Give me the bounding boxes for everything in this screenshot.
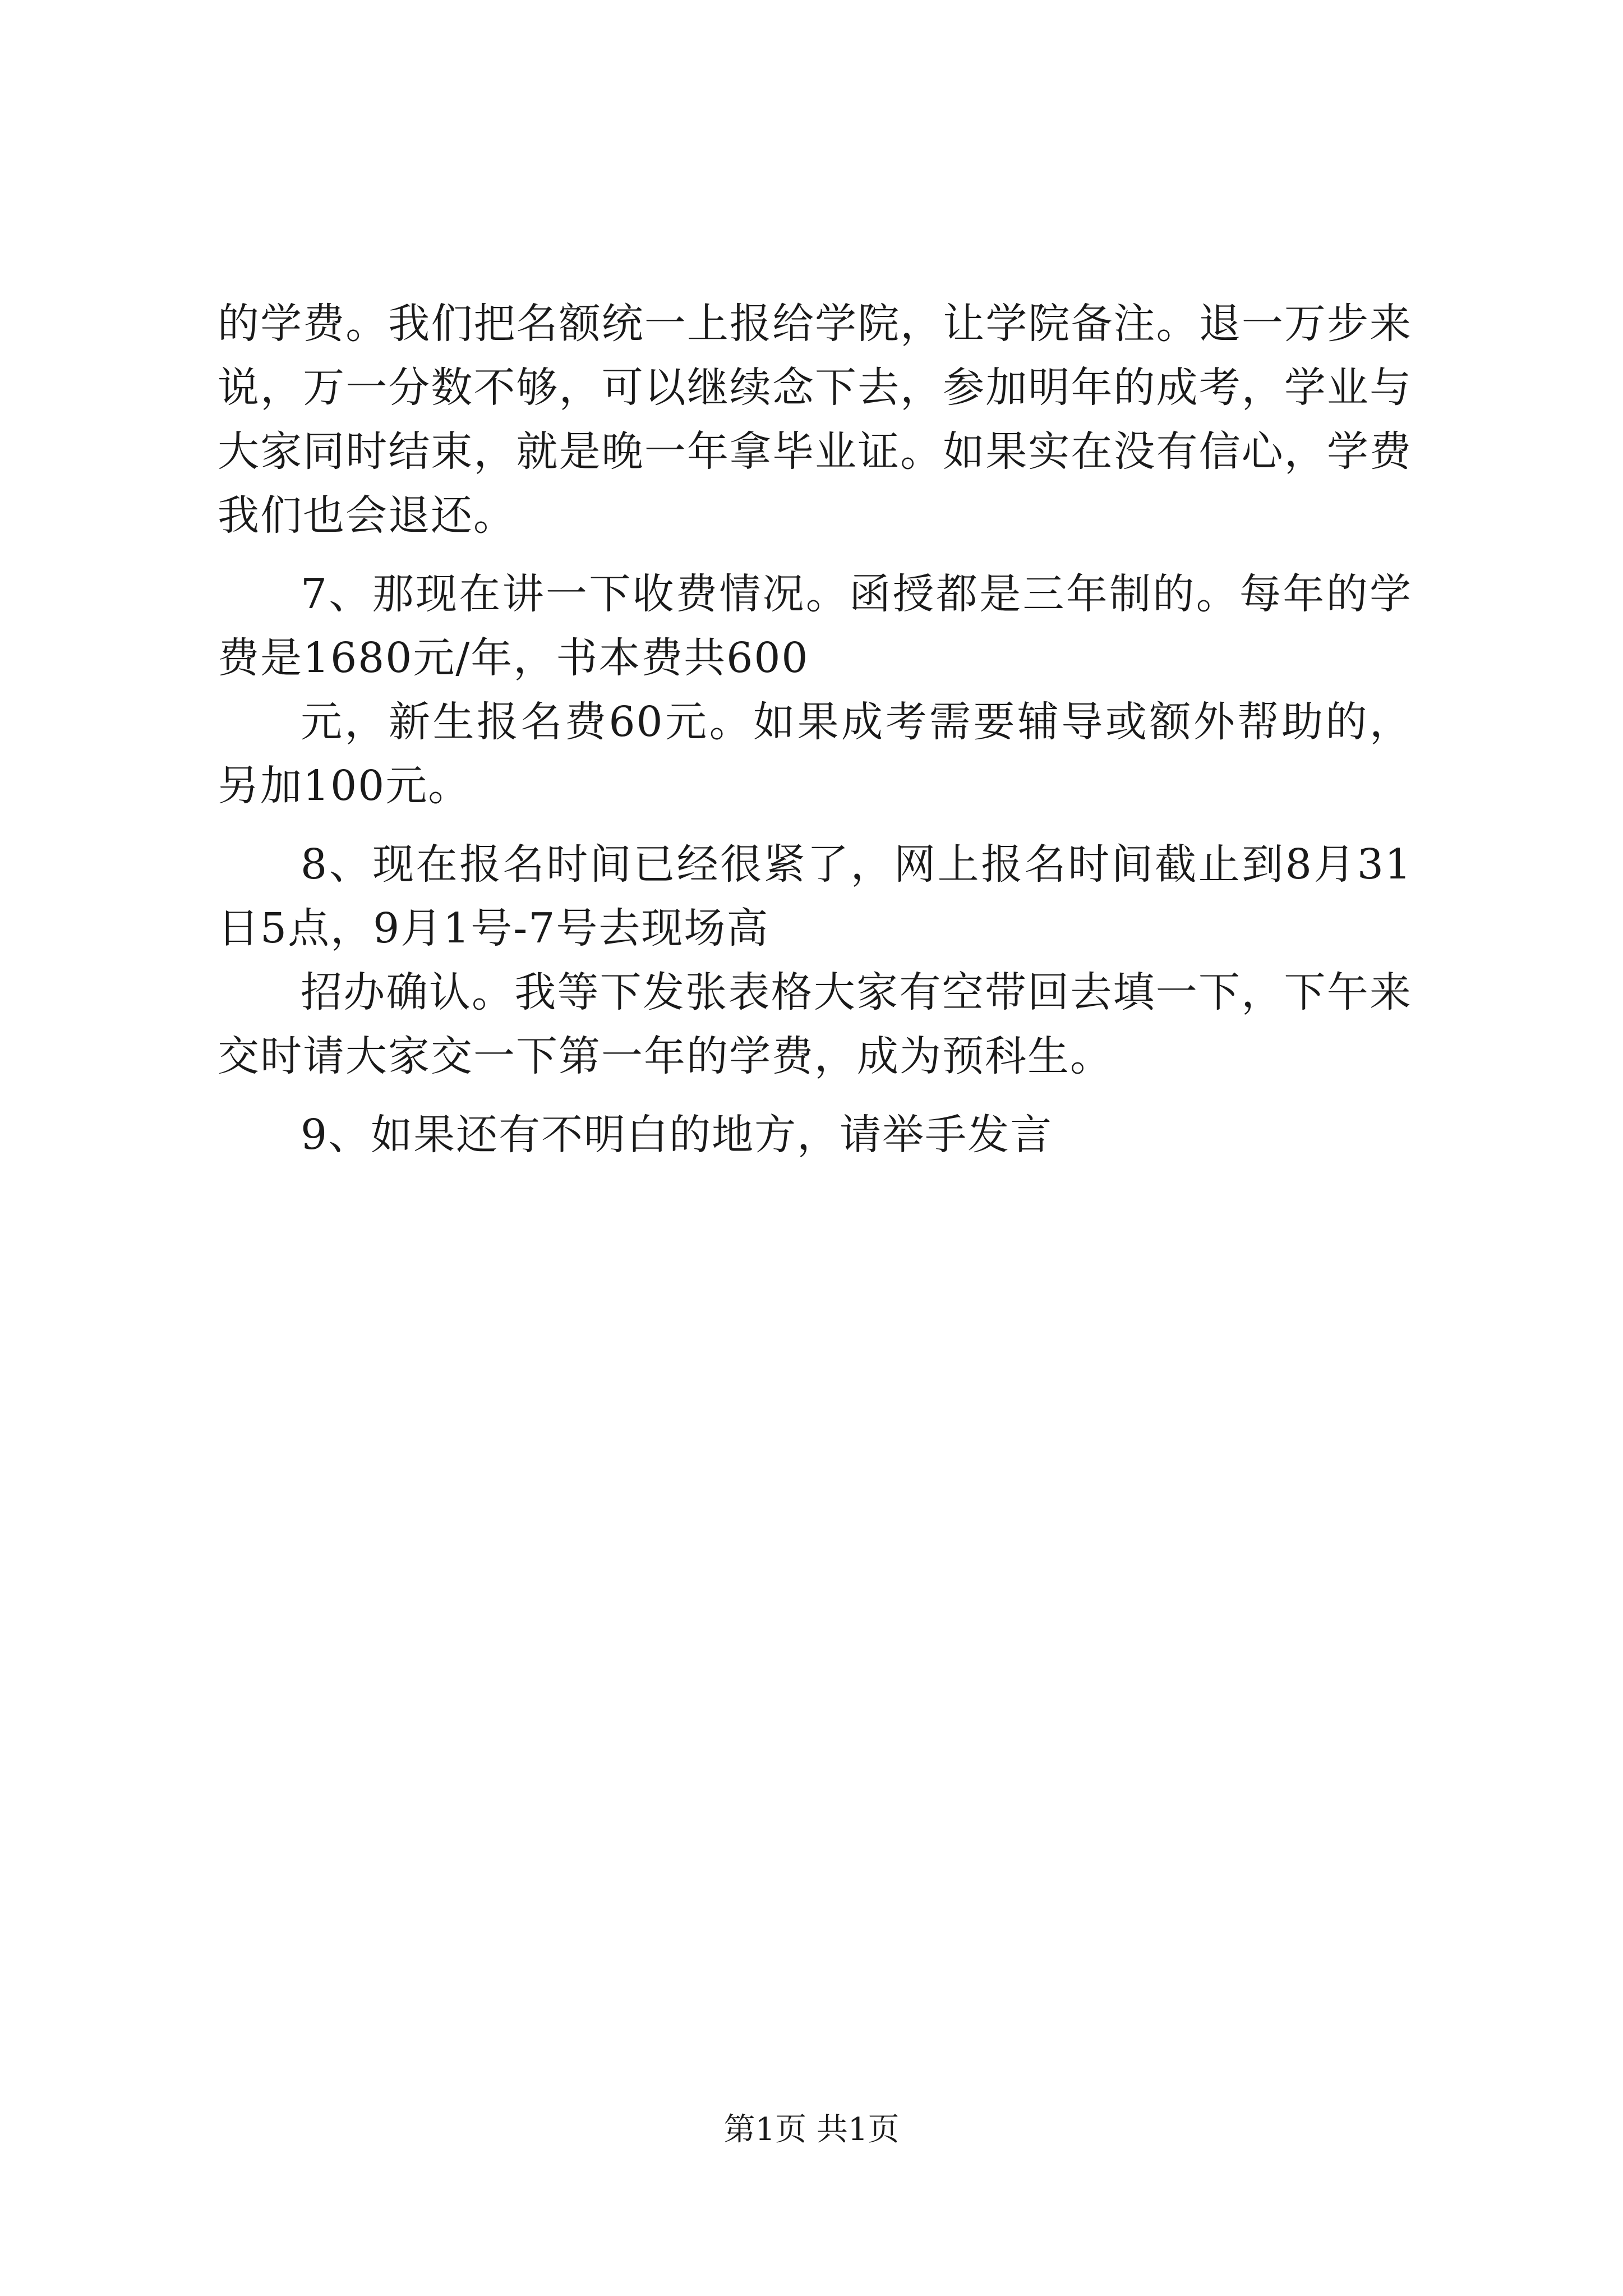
paragraph-tuition-continuation: 的学费。我们把名额统一上报给学院，让学院备注。退一万步来说，万一分数不够，可以继续念下去，参加明年的成考，学业与大家同时结束，就是晚一年拿毕业证。如果实在没有信心，学费我们也会退还。	[218, 300, 1412, 540]
paragraph-fees-item-7: 7、那现在讲一下收费情况。函授都是三年制的。每年的学费是1680元/年，书本费共600	[218, 570, 1412, 682]
paragraph-questions-item-9: 9、如果还有不明白的地方，请举手发言	[301, 1111, 1053, 1159]
page-footer: 第1页 共1页	[723, 2111, 900, 2148]
paragraph-registration-continuation: 招办确认。我等下发张表格大家有空带回去填一下，下午来交时请大家交一下第一年的学费，成为预科生。	[218, 968, 1412, 1080]
paragraph-fees-continuation: 元，新生报名费60元。如果成考需要辅导或额外帮助的，另加100元。	[218, 698, 1412, 810]
paragraph-registration-item-8: 8、现在报名时间已经很紧了，网上报名时间截止到8月31日5点，9月1号-7号去现场高	[218, 840, 1412, 953]
document-body	[218, 292, 1412, 1181]
